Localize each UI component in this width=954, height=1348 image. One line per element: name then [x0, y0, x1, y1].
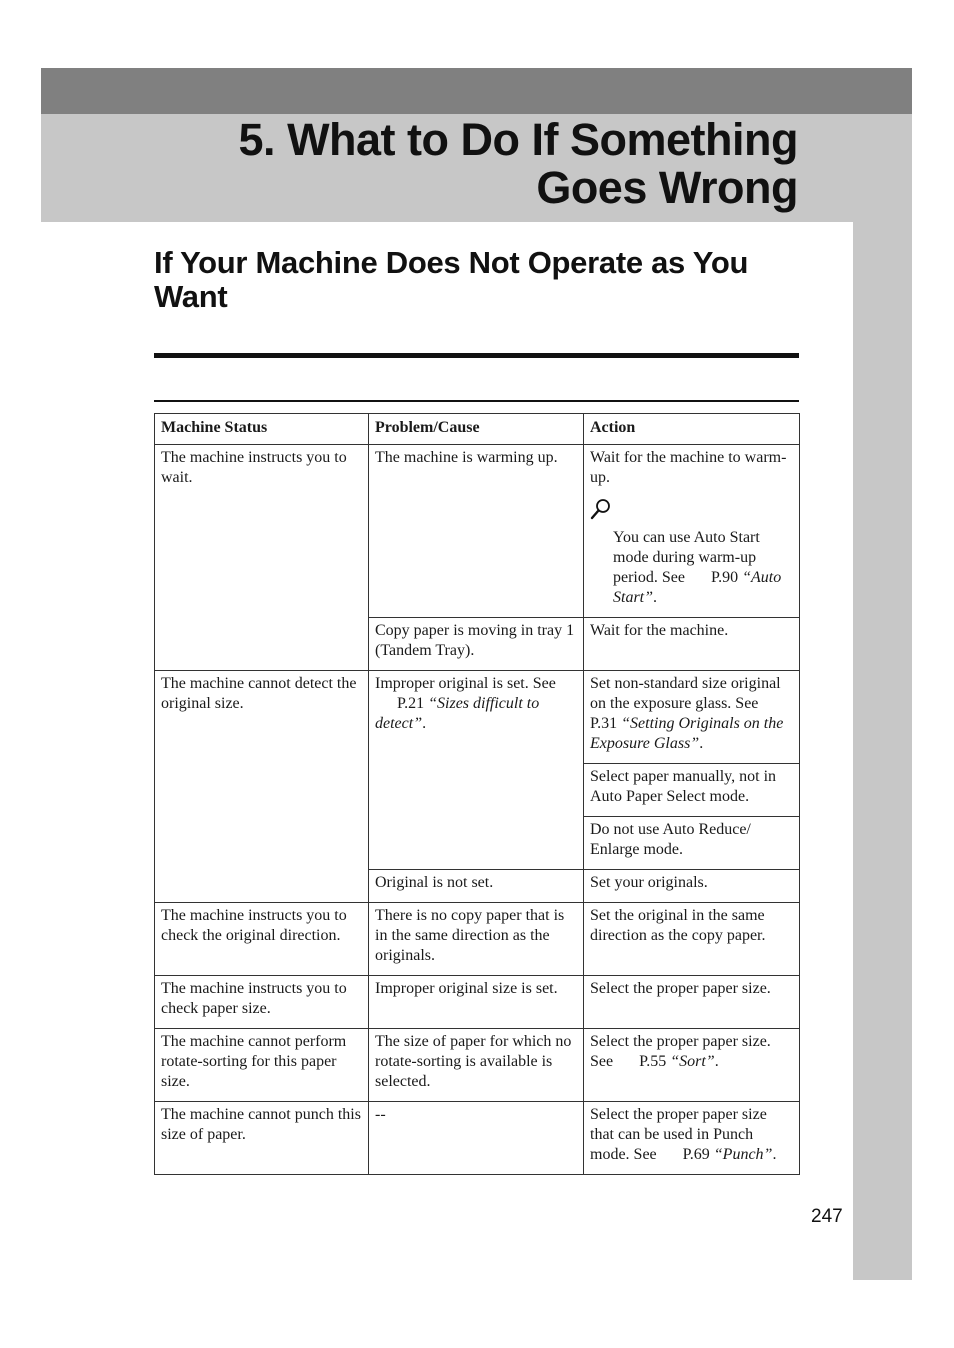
page-reference-link[interactable]: P.90	[710, 569, 739, 586]
table-row	[155, 445, 800, 618]
reference-title: “Setting Originals on the Exposure Glass”	[590, 715, 784, 752]
status-cell: The machine instructs you to check paper size.	[155, 976, 369, 1029]
action-cell	[584, 1029, 800, 1102]
status-cell: The machine cannot punch this size of paper.	[155, 1102, 369, 1175]
punctuation: .	[653, 589, 658, 606]
status-cell: The machine instructs you to check the original direction.	[155, 903, 369, 976]
action-text: Wait for the machine to warm-up.	[590, 449, 787, 486]
section-rule-thick	[154, 353, 799, 358]
cause-cell: The machine is warming up.	[369, 445, 584, 618]
note-text: You can use Auto Start mode during warm-up period. See	[613, 529, 760, 586]
action-cell: Set the original in the same direction as the copy paper.	[584, 903, 800, 976]
action-cell	[584, 1102, 800, 1175]
table-row	[155, 976, 800, 1029]
cause-cell: Copy paper is moving in tray 1 (Tandem Tray).	[369, 618, 584, 671]
punctuation: .	[699, 735, 704, 752]
cause-text: Improper original is set. See	[375, 675, 556, 692]
table-row	[155, 903, 800, 976]
cause-cell	[369, 671, 584, 870]
magnifier-note-icon	[590, 498, 612, 520]
page-reference-link[interactable]: P.21	[397, 695, 425, 712]
header-action: Action	[584, 414, 800, 445]
status-cell: The machine cannot perform rotate-sorting for this paper size.	[155, 1029, 369, 1102]
page-reference-link[interactable]: P.31	[590, 715, 618, 732]
action-cell: Select paper manually, not in Auto Paper Select mode.	[584, 764, 800, 817]
status-cell: The machine cannot detect the original size.	[155, 671, 369, 903]
chapter-title	[239, 116, 798, 212]
punctuation: .	[422, 715, 427, 732]
page-side-tab	[853, 222, 912, 1280]
reference-note	[590, 528, 793, 608]
chapter-title-line2: Goes Wrong	[536, 162, 798, 213]
header-problem-cause: Problem/Cause	[369, 414, 584, 445]
header-machine-status: Machine Status	[155, 414, 369, 445]
action-text: Select the proper paper size that can be used in Punch mode. See	[590, 1106, 767, 1163]
cause-cell: Improper original size is set.	[369, 976, 584, 1029]
cause-cell: There is no copy paper that is in the same direction as the originals.	[369, 903, 584, 976]
table-header-row	[155, 414, 800, 445]
action-text: Set non-standard size original on the exposure glass. See	[590, 675, 781, 712]
punctuation: .	[714, 1053, 719, 1070]
action-cell	[584, 671, 800, 764]
table-rule-thin	[154, 400, 799, 402]
troubleshooting-table	[154, 413, 800, 1175]
table-row	[155, 1102, 800, 1175]
action-cell: Select the proper paper size.	[584, 976, 800, 1029]
action-text: Select the proper paper size. See	[590, 1033, 771, 1070]
cause-cell: Original is not set.	[369, 870, 584, 903]
table-row	[155, 671, 800, 764]
page-number: 247	[811, 1206, 843, 1227]
reference-title: “Sizes difficult to detect”	[375, 695, 540, 732]
action-cell	[584, 445, 800, 618]
action-cell: Do not use Auto Reduce/ Enlarge mode.	[584, 817, 800, 870]
reference-title: “Sort”	[670, 1053, 715, 1070]
page-reference-link[interactable]: P.55	[639, 1053, 667, 1070]
page-reference-link[interactable]: P.69	[682, 1146, 710, 1163]
header-dark-band	[41, 68, 912, 114]
punctuation: .	[772, 1146, 777, 1163]
section-title: If Your Machine Does Not Operate as You Want	[154, 245, 749, 314]
chapter-title-line1: 5. What to Do If Something	[238, 114, 798, 165]
table-row	[155, 1029, 800, 1102]
reference-title: “Punch”	[713, 1146, 773, 1163]
action-cell: Wait for the machine.	[584, 618, 800, 671]
cause-cell: The size of paper for which no rotate-sorting is available is selected.	[369, 1029, 584, 1102]
cause-cell: --	[369, 1102, 584, 1175]
status-cell: The machine instructs you to wait.	[155, 445, 369, 671]
action-cell: Set your originals.	[584, 870, 800, 903]
reference-title: “Auto Start”	[613, 569, 782, 606]
